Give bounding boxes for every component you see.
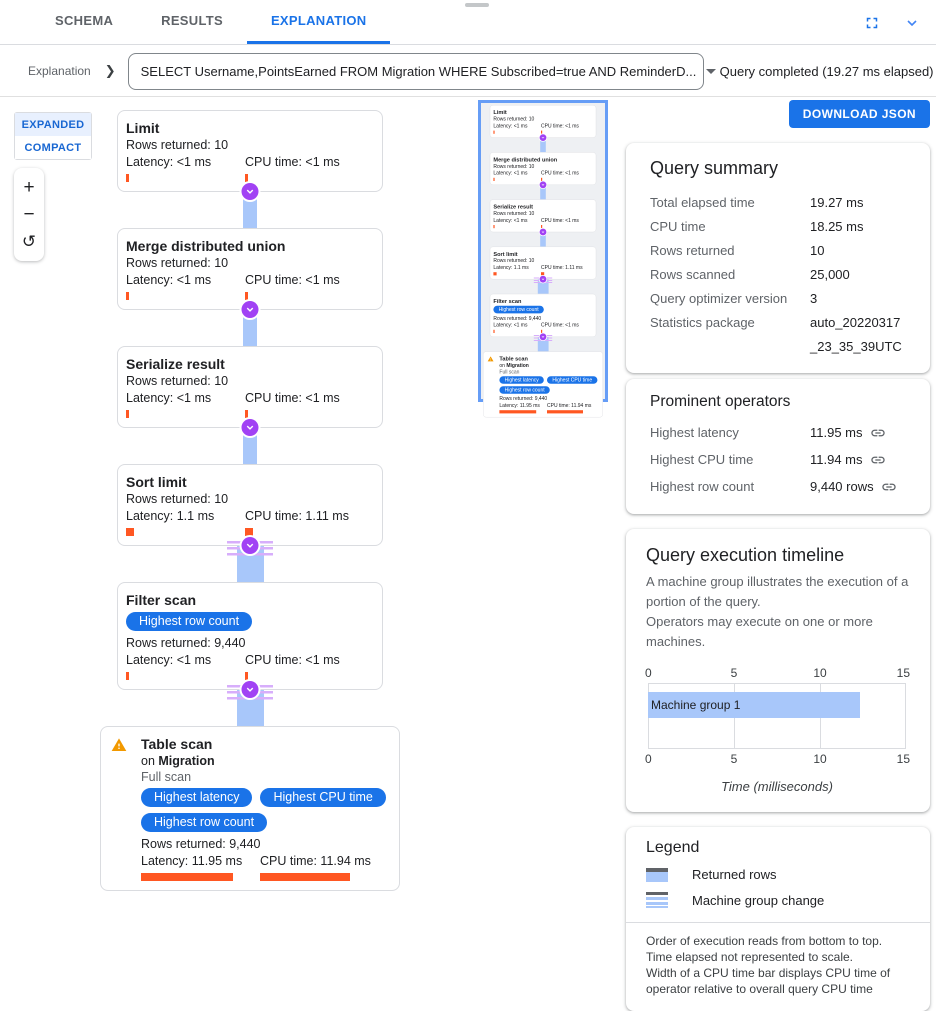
query-summary-card xyxy=(626,143,930,373)
returned-rows-swatch xyxy=(646,868,668,882)
prominent-operators-title: Prominent operators xyxy=(650,393,791,410)
collapse-panel-chevron-icon[interactable] xyxy=(900,11,924,35)
cpu-time-bar xyxy=(245,410,248,418)
plan-node-merge-distributed-union[interactable] xyxy=(117,228,383,310)
prominent-operators-card xyxy=(626,379,930,514)
plan-tree xyxy=(100,110,400,891)
explanation-toolbar xyxy=(0,46,936,97)
node-cpu-time: CPU time: <1 ms xyxy=(245,273,340,287)
reset-view-button[interactable]: ↺ xyxy=(21,231,37,251)
connector xyxy=(100,310,400,346)
query-dropdown[interactable] xyxy=(128,53,704,90)
summary-value: auto_20220317_23_35_39UTC xyxy=(810,315,902,354)
legend-title: Legend xyxy=(646,839,700,856)
tab-bar xyxy=(0,0,936,45)
plan-node-limit[interactable] xyxy=(117,110,383,192)
node-latency: Latency: 11.95 ms xyxy=(141,854,243,868)
execution-timeline-card xyxy=(626,529,930,812)
right-panel xyxy=(626,100,930,1011)
highest-cpu-time-badge: Highest CPU time xyxy=(260,788,385,807)
warning-icon xyxy=(111,740,127,757)
drag-handle[interactable] xyxy=(465,3,489,7)
node-scan-type: Full scan xyxy=(141,770,192,784)
download-json-button[interactable]: DOWNLOAD JSON xyxy=(789,100,930,128)
highest-row-count-badge: Highest row count xyxy=(141,813,267,832)
fullscreen-icon[interactable] xyxy=(860,11,884,35)
node-rows-returned: Rows returned: 10 xyxy=(126,492,229,506)
latency-bar xyxy=(126,528,134,536)
summary-label: Rows returned xyxy=(650,243,735,258)
machine-group-change-swatch xyxy=(646,892,668,908)
node-cpu-time: CPU time: 1.11 ms xyxy=(245,509,349,523)
node-rows-returned: Rows returned: 10 xyxy=(126,256,229,270)
plan-node-sort-limit[interactable] xyxy=(117,464,383,546)
cpu-time-bar xyxy=(260,873,350,881)
node-title: Merge distributed union xyxy=(126,238,286,254)
timeline-chart xyxy=(645,666,910,794)
timeline-bottom-axis: 0 5 10 15 xyxy=(645,752,910,766)
highest-latency-badge: Highest latency xyxy=(141,788,252,807)
timeline-description-1: A machine group illustrates the execution of a portion of the query. xyxy=(646,574,909,609)
timeline-plot-area xyxy=(648,683,906,749)
plan-node-table-scan[interactable] xyxy=(100,726,400,891)
tab-results[interactable]: RESULTS xyxy=(161,13,223,28)
tab-explanation[interactable]: EXPLANATION xyxy=(247,0,391,44)
node-rows-returned: Rows returned: 9,440 xyxy=(141,837,261,851)
node-rows-returned: Rows returned: 10 xyxy=(126,138,229,152)
latency-bar xyxy=(126,174,129,182)
latency-bar xyxy=(126,292,129,300)
node-cpu-time: CPU time: <1 ms xyxy=(245,155,340,169)
link-icon[interactable] xyxy=(870,452,886,468)
collapse-node-chevron-icon[interactable] xyxy=(242,681,259,698)
node-title: Serialize result xyxy=(126,356,225,372)
connector-machine-group-change xyxy=(100,546,400,582)
timeline-top-axis: 0 5 10 15 xyxy=(645,666,910,680)
summary-value: 3 xyxy=(810,291,818,306)
link-icon[interactable] xyxy=(881,479,897,495)
operator-value: 9,440 rows xyxy=(810,479,874,494)
cpu-time-bar xyxy=(245,528,253,536)
summary-value: 10 xyxy=(810,243,825,258)
latency-bar xyxy=(126,410,129,418)
divider xyxy=(626,922,930,923)
operator-label: Highest row count xyxy=(650,479,755,494)
legend-card xyxy=(626,827,930,1011)
expanded-toggle-button[interactable]: EXPANDED xyxy=(15,113,91,136)
legend-item-label: Machine group change xyxy=(692,892,825,908)
query-dropdown-value: SELECT Username,PointsEarned FROM Migration WHERE Subscribed=true AND ReminderD... xyxy=(140,63,697,79)
machine-group-label: Machine group 1 xyxy=(651,698,741,712)
summary-label: Statistics package xyxy=(650,315,755,330)
collapse-node-chevron-icon[interactable] xyxy=(242,419,259,436)
highest-row-count-badge: Highest row count xyxy=(126,612,252,631)
compact-toggle-button[interactable]: COMPACT xyxy=(15,136,91,159)
collapse-node-chevron-icon[interactable] xyxy=(242,301,259,318)
machine-group-bar[interactable] xyxy=(648,692,860,718)
latency-bar xyxy=(141,873,233,881)
summary-label: Rows scanned xyxy=(650,267,736,282)
summary-value: 18.25 ms xyxy=(810,219,864,234)
node-target-table: on Migration xyxy=(141,754,215,768)
node-latency: Latency: 1.1 ms xyxy=(126,509,215,523)
node-cpu-time: CPU time: <1 ms xyxy=(245,391,340,405)
plan-node-serialize-result[interactable] xyxy=(117,346,383,428)
tab-schema[interactable]: SCHEMA xyxy=(55,13,114,28)
node-title: Limit xyxy=(126,120,160,136)
minimap-viewport[interactable] xyxy=(478,100,608,409)
legend-notes: Order of execution reads from bottom to top. Time elapsed not represented to scale. Width of a CPU time bar displays CPU time of operator relative to overall query CPU time xyxy=(646,934,891,996)
connector xyxy=(100,192,400,228)
node-latency: Latency: <1 ms xyxy=(126,155,212,169)
node-cpu-time: CPU time: 11.94 ms xyxy=(260,854,371,868)
zoom-out-button[interactable]: − xyxy=(23,203,35,225)
breadcrumb-chevron-icon: ❯ xyxy=(104,63,116,78)
timeline-axis-label: Time (milliseconds) xyxy=(721,779,833,794)
node-title: Table scan xyxy=(141,736,213,752)
operator-label: Highest CPU time xyxy=(650,452,754,467)
zoom-in-button[interactable]: + xyxy=(23,176,35,198)
minimap-tree: Limit Rows returned: 10 Latency: <1 ms CPU time: <1 ms Merge distributed union Rows returned: 10 Latency: <1 ms CPU time: <1 ms Serialize result Rows returned: 10 Latency: <1 ms CPU time: <1 ms Sort limit Rows returned: 10 Latency: 1.1 ms CPU time: 1.11 ms Filter scan Highest row count Rows returned: 9,440 Latency: <1 ms CPU time: <1 ms Table scan on Migration Full scan Highest latency Highest CPU time Highest row count Rows returned: 9,440 Latency: 11.95 ms CPU time: 11.94 ms xyxy=(483,105,603,417)
collapse-node-chevron-icon[interactable] xyxy=(242,183,259,200)
cpu-time-bar xyxy=(245,174,248,182)
summary-label: Total elapsed time xyxy=(650,195,755,210)
query-status: Query completed (19.27 ms elapsed) xyxy=(719,63,934,79)
connector-machine-group-change xyxy=(100,690,400,726)
cpu-time-bar xyxy=(245,672,248,680)
link-icon[interactable] xyxy=(870,425,886,441)
node-cpu-time: CPU time: <1 ms xyxy=(245,653,340,667)
latency-bar xyxy=(126,672,129,680)
dropdown-caret-icon xyxy=(706,69,716,74)
operator-value: 11.95 ms xyxy=(810,425,863,440)
zoom-controls xyxy=(14,168,44,261)
node-latency: Latency: <1 ms xyxy=(126,653,212,667)
plan-node-filter-scan[interactable] xyxy=(117,582,383,690)
operator-value: 11.94 ms xyxy=(810,452,863,467)
legend-item-label: Returned rows xyxy=(692,867,777,882)
node-title: Sort limit xyxy=(126,474,187,490)
node-latency: Latency: <1 ms xyxy=(126,273,212,287)
summary-value: 19.27 ms xyxy=(810,195,864,210)
node-rows-returned: Rows returned: 9,440 xyxy=(126,636,246,650)
breadcrumb: Explanation xyxy=(28,64,91,78)
node-latency: Latency: <1 ms xyxy=(126,391,212,405)
connector xyxy=(100,428,400,464)
node-rows-returned: Rows returned: 10 xyxy=(126,374,229,388)
collapse-node-chevron-icon[interactable] xyxy=(242,537,259,554)
operator-label: Highest latency xyxy=(650,425,739,440)
summary-label: Query optimizer version xyxy=(650,291,788,306)
timeline-description-2: Operators may execute on one or more machines. xyxy=(646,614,873,649)
execution-timeline-title: Query execution timeline xyxy=(646,545,845,565)
summary-label: CPU time xyxy=(650,219,706,234)
view-mode-toggle xyxy=(14,112,92,160)
query-summary-title: Query summary xyxy=(650,158,779,178)
cpu-time-bar xyxy=(245,292,248,300)
node-title: Filter scan xyxy=(126,592,197,608)
summary-value: 25,000 xyxy=(810,267,850,282)
